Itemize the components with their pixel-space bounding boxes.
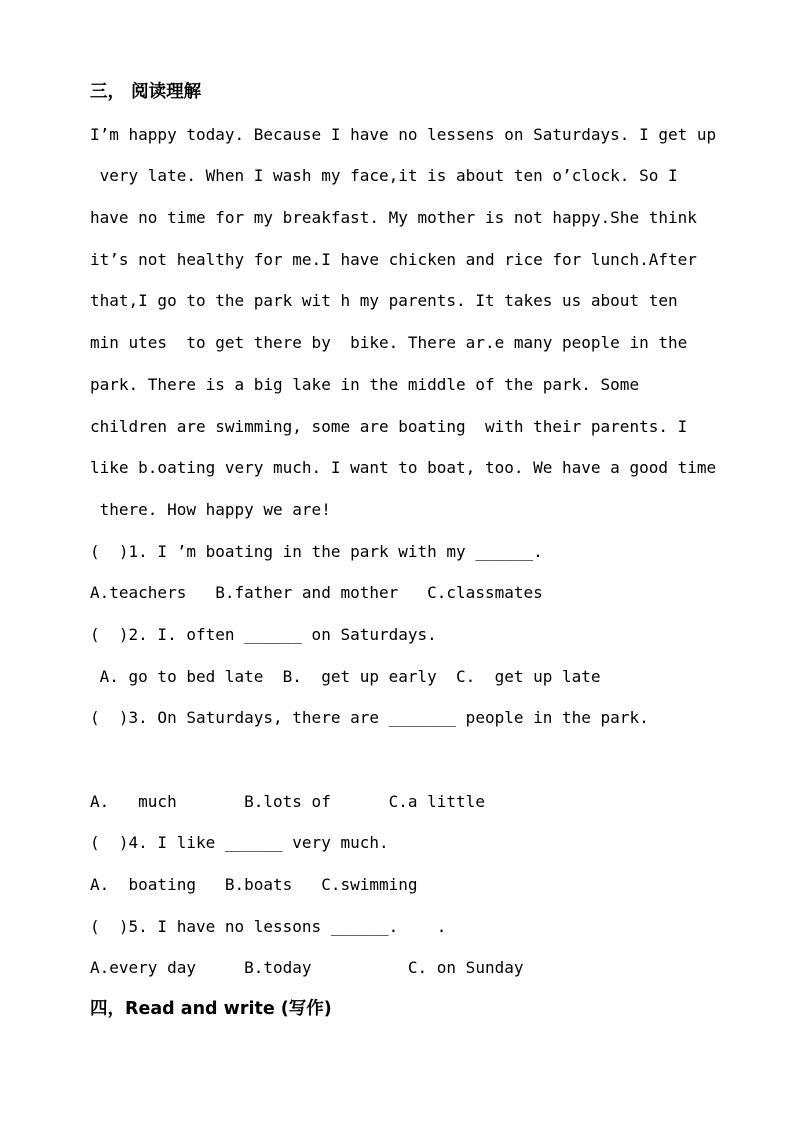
question-4-options: A. boating B.boats C.swimming <box>90 875 418 895</box>
question-2-stem: ( )2. I. often ______ on Saturdays. <box>90 624 437 644</box>
question-5-options: A.every day B.today C. on Sunday <box>90 958 524 978</box>
question-2-options: A. go to bed late B. get up early C. get up late <box>90 666 601 686</box>
passage-line-4: it’s not healthy for me.I have chicken and rice for lunch.After <box>90 249 697 269</box>
section3-heading: 三， 阅读理解 <box>90 82 202 102</box>
passage-line-3: have no time for my breakfast. My mother is not happy.She think <box>90 208 697 228</box>
passage-line-8: children are swimming, some are boating with their parents. I <box>90 416 688 436</box>
question-1-options: A.teachers B.father and mother C.classmates <box>90 583 543 603</box>
passage-line-10: there. How happy we are! <box>90 499 331 519</box>
question-1-stem: ( )1. I ’m boating in the park with my ______. <box>90 541 543 561</box>
section4-heading: 四，Read and write (写作) <box>90 999 332 1020</box>
passage-line-7: park. There is a big lake in the middle of the park. Some <box>90 374 640 394</box>
question-4-stem: ( )4. I like ______ very much. <box>90 833 389 853</box>
question-3-options: A. much B.lots of C.a little <box>90 791 485 811</box>
passage-line-5: that,I go to the park wit h my parents. It takes us about ten <box>90 291 678 311</box>
passage-line-2: very late. When I wash my face,it is about ten o’clock. So I <box>90 166 678 186</box>
question-3-stem: ( )3. On Saturdays, there are _______ people in the park. <box>90 708 649 728</box>
question-5-stem: ( )5. I have no lessons ______. . <box>90 916 447 936</box>
passage-line-9: like b.oating very much. I want to boat, too. We have a good time <box>90 458 717 478</box>
passage-line-6: min utes to get there by bike. There ar.e many people in the <box>90 333 688 353</box>
passage-line-1: I’m happy today. Because I have no lessens on Saturdays. I get up <box>90 124 717 144</box>
blank-line <box>90 739 707 781</box>
